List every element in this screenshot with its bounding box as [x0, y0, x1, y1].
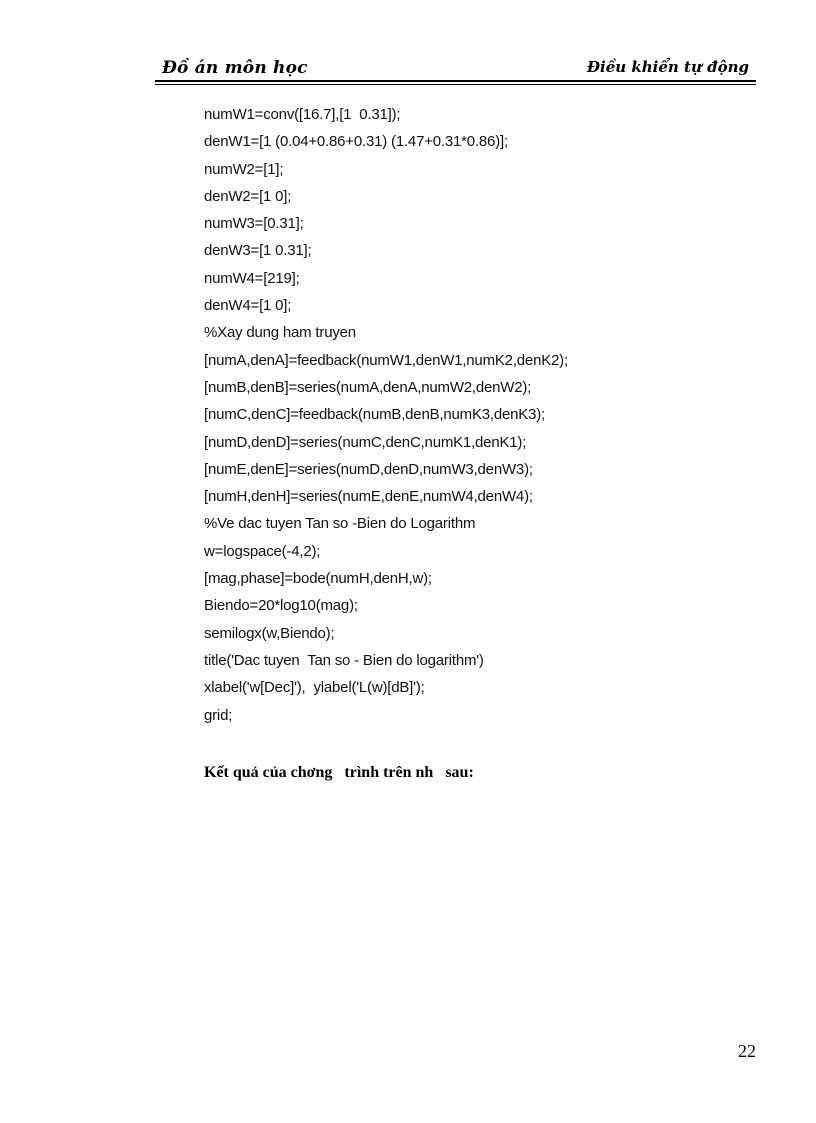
code-line: [numE,denE]=series(numD,denD,numW3,denW3);: [204, 460, 533, 478]
code-listing: [204, 101, 568, 729]
code-line: denW1=[1 (0.04+0.86+0.31) (1.47+0.31*0.86)];: [204, 133, 508, 151]
code-line: [numD,denD]=series(numC,denC,numK1,denK1);: [204, 433, 527, 451]
header-divider-thick: [155, 80, 756, 82]
page-number: 22: [738, 1041, 756, 1061]
code-line: denW4=[1 0];: [204, 297, 292, 315]
code-line: numW1=conv([16.7],[1 0.31]);: [204, 106, 401, 123]
code-line: denW3=[1 0.31];: [204, 242, 312, 260]
code-line: [mag,phase]=bode(numH,denH,w);: [204, 570, 432, 588]
code-line: title('Dac tuyen Tan so - Bien do logarithm'): [204, 651, 484, 669]
code-line: %Ve dac tuyen Tan so -Bien do Logarithm: [204, 515, 476, 533]
result-caption: Kết quả của chơng trình trên nh sau:: [204, 764, 474, 781]
code-line: [numC,denC]=feedback(numB,denB,numK3,denK3);: [204, 406, 545, 424]
code-line: w=logspace(-4,2);: [204, 542, 321, 560]
header-divider-thin: [155, 84, 756, 85]
code-line: denW2=[1 0];: [204, 187, 292, 205]
code-line: numW2=[1];: [204, 160, 284, 178]
code-line: [numH,denH]=series(numE,denE,numW4,denW4);: [204, 488, 533, 506]
code-line: grid;: [204, 706, 233, 724]
code-line: numW4=[219];: [204, 269, 300, 287]
code-line: numW3=[0.31];: [204, 215, 304, 233]
code-line: [numB,denB]=series(numA,denA,numW2,denW2);: [204, 378, 532, 396]
header-left-title: Đồ án môn học: [162, 58, 308, 78]
code-line: semilogx(w,Biendo);: [204, 624, 335, 642]
code-line: %Xay dung ham truyen: [204, 324, 356, 342]
code-line: xlabel('w[Dec]'), ylabel('L(w)[dB]');: [204, 679, 425, 697]
code-line: Biendo=20*log10(mag);: [204, 597, 358, 615]
code-line: [numA,denA]=feedback(numW1,denW1,numK2,denK2);: [204, 351, 568, 369]
header-right-title: Điều khiển tự động: [586, 58, 749, 76]
